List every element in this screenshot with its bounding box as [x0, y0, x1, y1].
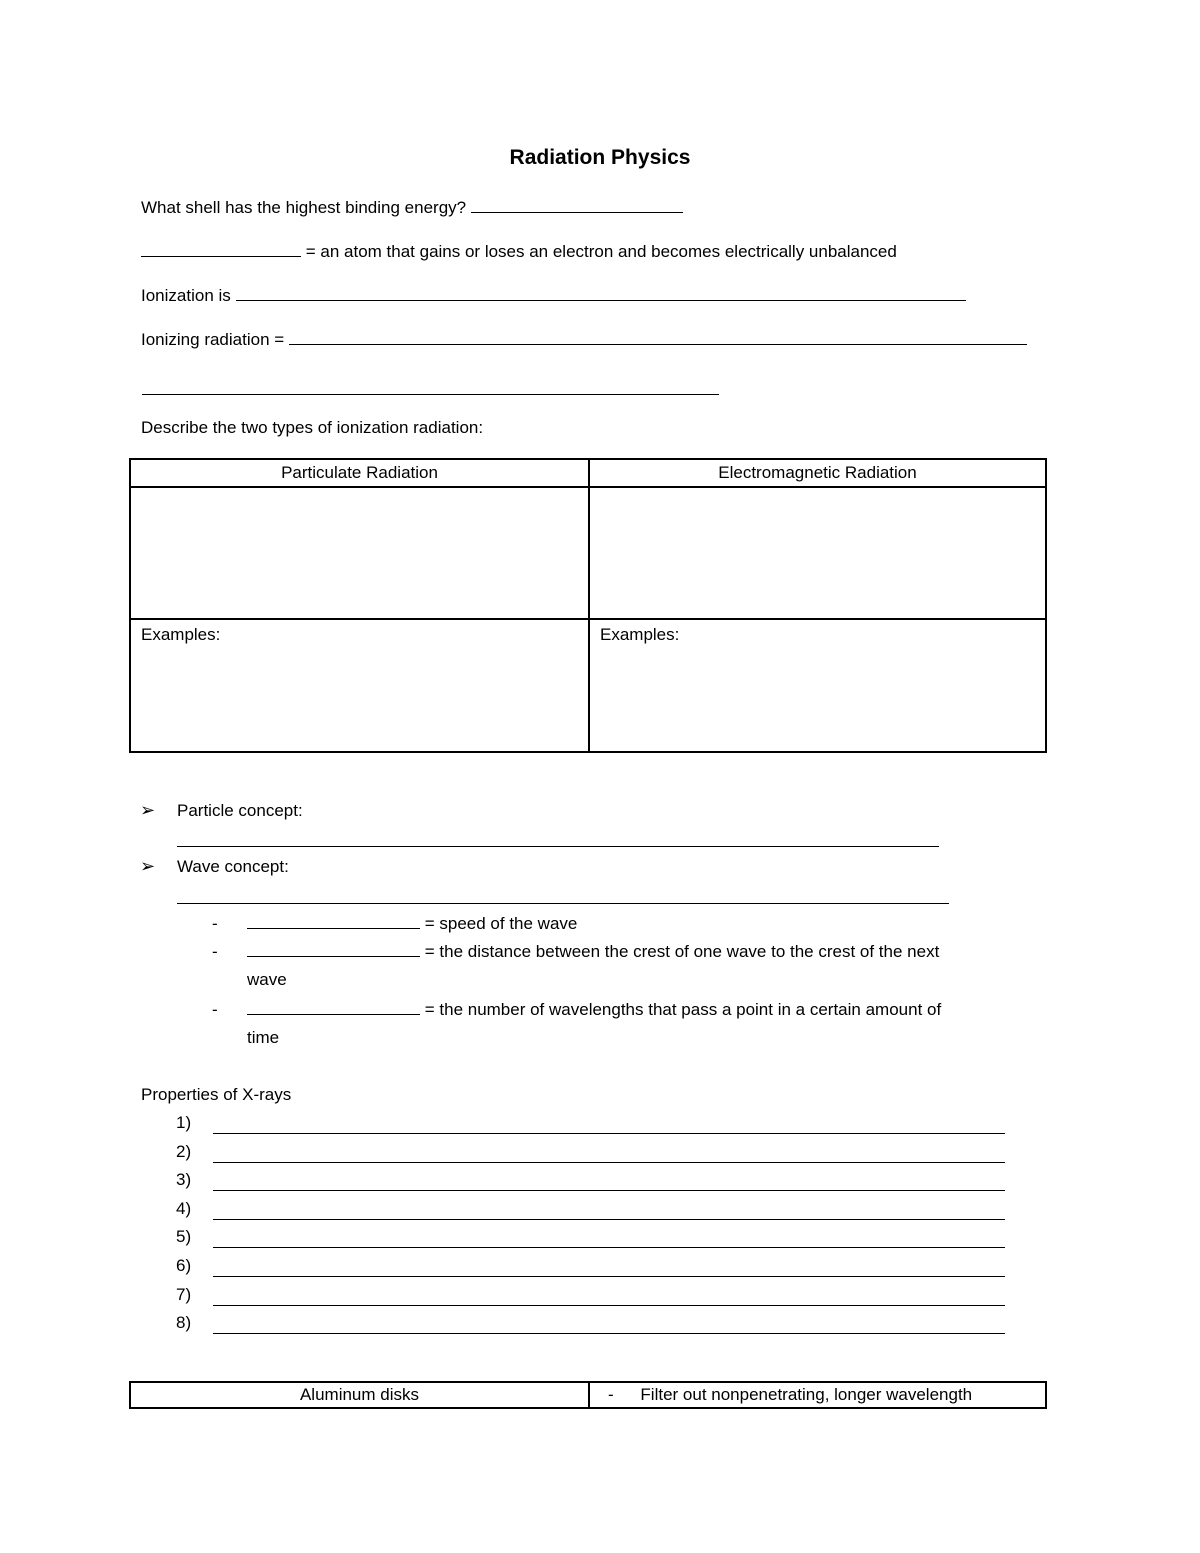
question-binding-energy-text: What shell has the highest binding energy?: [141, 198, 467, 217]
answer-blank-property[interactable]: [213, 1305, 1005, 1306]
answer-blank-wavelength[interactable]: [247, 955, 420, 957]
property-number: 6): [176, 1256, 192, 1275]
filter-description-cell: [589, 1382, 1046, 1408]
frequency-text: = the number of wavelengths that pass a point in a certain amount of: [424, 1000, 942, 1019]
dash-bullet: -: [212, 914, 218, 933]
particulate-examples-cell[interactable]: [130, 619, 589, 752]
wave-speed-item: [247, 914, 577, 934]
wave-concept-label: Wave concept:: [177, 857, 289, 876]
dash-bullet: -: [212, 942, 218, 961]
wavelength-text-cont: wave: [247, 970, 287, 989]
aluminum-disks-cell: Aluminum disks: [130, 1382, 589, 1408]
describe-prompt: Describe the two types of ionization radiation:: [141, 418, 484, 437]
wavelength-text: = the distance between the crest of one wave to the crest of the next: [424, 942, 940, 961]
property-number: 5): [176, 1227, 192, 1247]
examples-label-electromagnetic: Examples:: [600, 625, 680, 644]
answer-blank-frequency[interactable]: [247, 1013, 420, 1015]
arrow-bullet-icon: ➢: [140, 856, 156, 876]
answer-blank-property[interactable]: [213, 1190, 1005, 1191]
answer-blank-ionization[interactable]: [236, 299, 966, 301]
dash-bullet: -: [212, 1000, 218, 1019]
header-particulate: Particulate Radiation: [130, 459, 589, 487]
property-number: 8): [176, 1313, 192, 1333]
property-number: 3): [176, 1170, 192, 1190]
radiation-types-table: [129, 458, 1047, 753]
electromagnetic-examples-cell[interactable]: [589, 619, 1046, 752]
answer-blank-ionizing-2[interactable]: [142, 394, 719, 395]
answer-blank-property[interactable]: [213, 1219, 1005, 1220]
arrow-bullet-icon: ➢: [140, 800, 156, 820]
properties-heading: Properties of X-rays: [141, 1085, 292, 1104]
property-number: 4): [176, 1198, 192, 1218]
answer-blank-particle[interactable]: [177, 846, 939, 847]
answer-blank-property[interactable]: [213, 1333, 1005, 1334]
answer-blank-property[interactable]: [213, 1162, 1005, 1163]
dash-bullet: -: [608, 1385, 614, 1404]
answer-blank-property[interactable]: [213, 1247, 1005, 1248]
particulate-description-cell[interactable]: [130, 487, 589, 619]
question-ion-definition: [141, 242, 897, 262]
question-ionizing-radiation-text: Ionizing radiation =: [141, 330, 285, 349]
answer-blank-ion[interactable]: [141, 255, 301, 257]
header-electromagnetic: Electromagnetic Radiation: [589, 459, 1046, 487]
wavelength-item: [247, 942, 939, 962]
property-number: 1): [176, 1113, 192, 1132]
question-ion-definition-text: = an atom that gains or loses an electron and becomes electrically unbalanced: [305, 242, 897, 261]
answer-blank-property[interactable]: [213, 1133, 1005, 1134]
examples-label-particulate: Examples:: [141, 625, 221, 644]
question-binding-energy: [141, 198, 683, 218]
answer-blank-ionizing-1[interactable]: [289, 343, 1027, 345]
answer-blank-speed[interactable]: [247, 927, 420, 929]
property-number: 2): [176, 1141, 192, 1161]
answer-blank-binding[interactable]: [471, 211, 683, 213]
filter-table: [129, 1381, 1047, 1409]
property-number: 7): [176, 1284, 192, 1304]
particle-concept-label: Particle concept:: [177, 801, 303, 820]
wave-speed-text: = speed of the wave: [424, 914, 578, 933]
electromagnetic-description-cell[interactable]: [589, 487, 1046, 619]
question-ionization: [141, 286, 966, 306]
question-ionization-text: Ionization is: [141, 286, 231, 305]
answer-blank-wave[interactable]: [177, 903, 949, 904]
frequency-item: [247, 1000, 941, 1020]
question-ionizing-radiation: [141, 330, 1027, 350]
answer-blank-property[interactable]: [213, 1276, 1005, 1277]
frequency-text-cont: time: [247, 1028, 280, 1047]
page-title: Radiation Physics: [509, 146, 691, 169]
filter-description-text: Filter out nonpenetrating, longer wavelength: [640, 1385, 973, 1404]
